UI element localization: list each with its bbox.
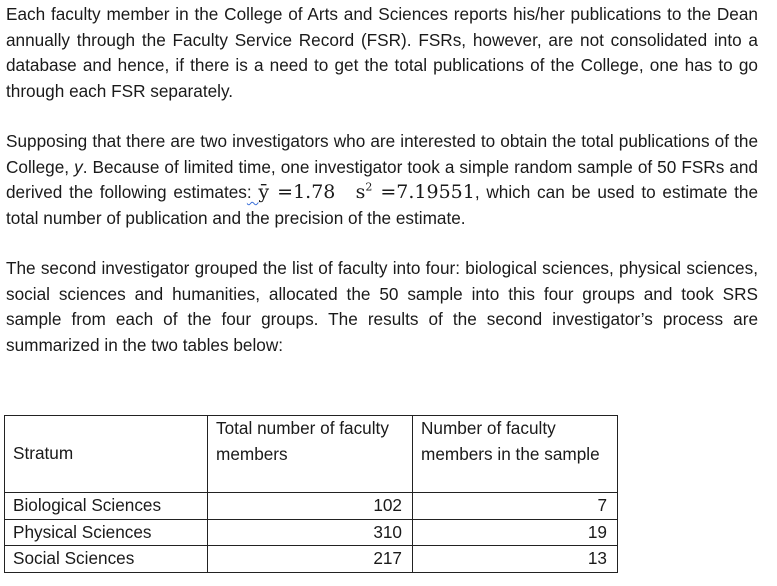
s2-base: s bbox=[355, 181, 366, 203]
variable-y: y bbox=[74, 156, 83, 177]
cell-stratum: Physical Sciences bbox=[5, 519, 208, 546]
table-header-row bbox=[5, 416, 618, 493]
paragraph-text: . Because of limited time, one investigator took a simple random sample of 50 FSRs and derived the following estimates bbox=[6, 156, 758, 202]
cell-total: 217 bbox=[208, 546, 413, 573]
cell-sample: 13 bbox=[413, 546, 618, 573]
paragraph-text: , which can be used to estimate the total number of publication and the precision of the estimate. bbox=[6, 182, 758, 228]
paragraph-second-investigator: The second investigator grouped the list of faculty into four: biological sciences, physical sciences, social sciences and humanities, allocated the 50 sample into this four groups and took SRS sample from each of the four groups. The results of the second investigator’s process are summarized in the two tables below: bbox=[6, 258, 758, 355]
s2-exponent: 2 bbox=[365, 180, 373, 194]
estimate-ybar: ȳ =1.78 bbox=[258, 181, 336, 203]
s2-value: =7.19551 bbox=[372, 181, 475, 203]
estimate-s2 bbox=[356, 181, 475, 203]
cell-stratum: Social Sciences bbox=[5, 546, 208, 573]
header-total: Total number of faculty members bbox=[208, 416, 413, 493]
table-row bbox=[5, 519, 618, 546]
document-body bbox=[6, 2, 758, 358]
header-stratum: Stratum bbox=[5, 416, 208, 493]
paragraph-investigators bbox=[6, 129, 758, 231]
strata-table bbox=[4, 415, 618, 573]
cell-total: 102 bbox=[208, 493, 413, 520]
cell-sample: 19 bbox=[413, 519, 618, 546]
cell-total: 310 bbox=[208, 519, 413, 546]
table-row bbox=[5, 493, 618, 520]
paragraph-text: Supposing that there are two investigators who are interested to obtain the total publications of the College, bbox=[6, 131, 758, 177]
spellcheck-colon: : bbox=[246, 182, 259, 202]
cell-stratum: Biological Sciences bbox=[5, 493, 208, 520]
table-row bbox=[5, 546, 618, 573]
cell-sample: 7 bbox=[413, 493, 618, 520]
header-sample: Number of faculty members in the sample bbox=[413, 416, 618, 493]
paragraph-intro: Each faculty member in the College of Arts and Sciences reports his/her publications to the Dean annually through the Faculty Service Record (FSR). FSRs, however, are not consolidated into a database and hence, if there is a need to get the total publications of the College, one has to go through each FSR separately. bbox=[6, 4, 758, 101]
